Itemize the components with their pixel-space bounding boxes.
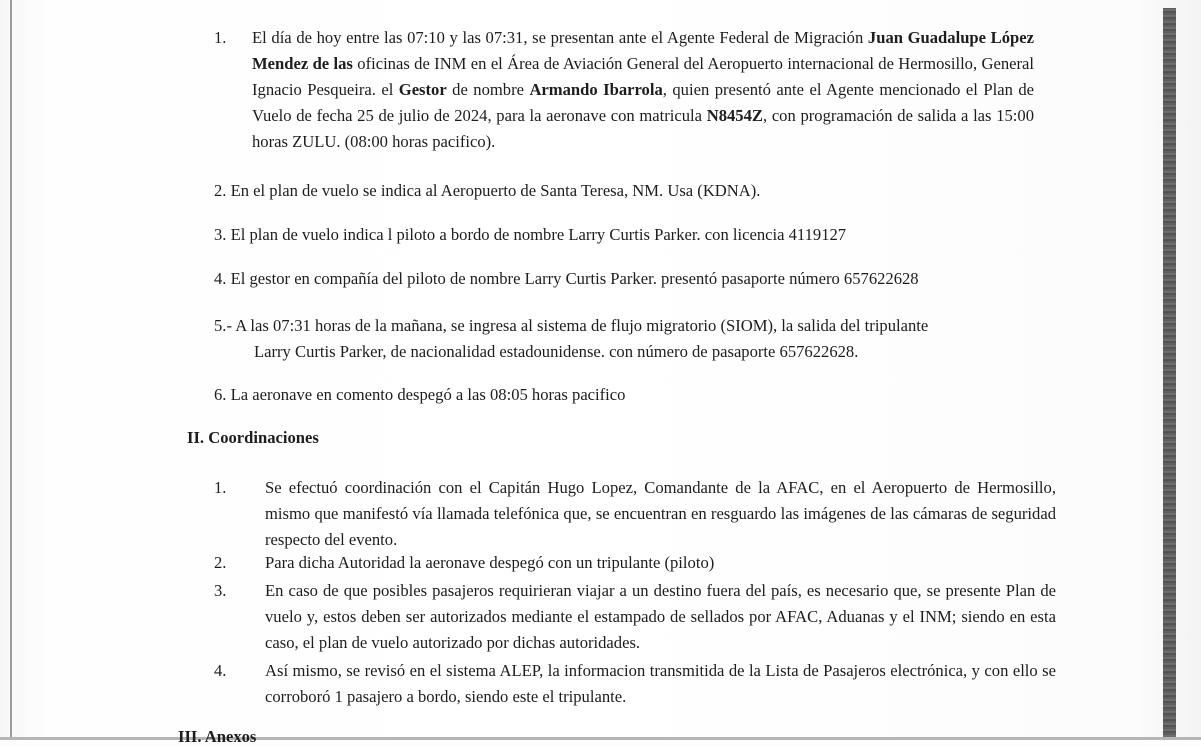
list-item-text: El día de hoy entre las 07:10 y las 07:31, se presentan ante el Agente Federal de Migración Juan Guadalupe López Mendez de las oficinas de INM en el Área de Aviación General del Aeropuerto internacional de Hermosillo, General Ignacio Pesqueira. el Gestor de nombre Armando Ibarrola, quien presentó ante el Agente mencionado el Plan de Vuelo de fecha 25 de julio de 2024, para la aeronave con matricula N8454Z, con programación de salida a las 15:00 horas ZULU. (08:00 horas pacifico). — [252, 28, 1034, 151]
gestor-name: Armando Ibarrola — [529, 80, 663, 99]
list-item-5-line-1: 5.- A las 07:31 horas de la mañana, se ingresa al sistema de flujo migratorio (SIOM), la salida del tripulante — [214, 316, 929, 335]
list-item-4: 4. El gestor en compañía del piloto de nombre Larry Curtis Parker. presentó pasaporte número 657622628 — [214, 269, 919, 288]
section-heading-anexos: III. Anexos — [178, 727, 257, 746]
list-item-5-line-2: Larry Curtis Parker, de nacionalidad estadounidense. con número de pasaporte 657622628. — [254, 342, 859, 361]
document-body: 1. El día de hoy entre las 07:10 y las 07:31, se presentan ante el Agente Federal de Migración Juan Guadalupe López Mendez de las oficinas de INM en el Área de Aviación General del Aeropuerto internacional de Hermosillo, General Ignacio Pesqueira. el Gestor de nombre Armando Ibarrola, quien presentó ante el Agente mencionado el Plan de Vuelo de fecha 25 de julio de 2024, para la aeronave con matricula N8454Z, con programación de salida a las 15:00 horas ZULU. (08:00 horas pacifico). 2. En el plan de vuelo se indica al Aeropuerto de Santa Teresa, NM. Usa (KDNA). 3. El plan de vuelo indica l piloto a bordo de nombre Larry Curtis Parker. con licencia 4119127 4. El gestor en compañía del piloto de nombre Larry Curtis Parker. presentó pasaporte número 657622628 5.- A las 07:31 horas de la mañana, se ingresa al sistema de flujo migratorio (SIOM), la salida del tripulante Larry Curtis Parker, de nacionalidad estadounidense. con número de pasaporte 657622628. 6. La aeronave en comento despegó a las 08:05 horas pacifico II. Coordinaciones 1. Se efectuó coordinación con el Capitán Hugo Lopez, Comandante de la AFAC, en el Aeropuerto de Hermosillo, mismo que manifestó vía llamada telefónica que, se encuentran en resguardo las imágenes de las cámaras de seguridad respecto del evento. 2. Para dicha Autoridad la aeronave despegó con un tripulante (piloto) 3. En caso de que posibles pasajeros requirieran viajar a un destino fuera del país, es necesario que, se presente Plan de vuelo y, estos deben ser autorizados mediante el estampado de sellados por AFAC, Aduanas y el INM; siendo en esta caso, el plan de vuelo autorizado por dichas autoridades. 4. Así mismo, se revisó en el sistema ALEP, la informacion transmitida de la Lista de Pasajeros electrónica, y con ello se corroboró 1 pasajero a bordo, siendo este el tripulante. III. Anexos — [0, 0, 1160, 740]
list-item-2: 2. En el plan de vuelo se indica al Aeropuerto de Santa Teresa, NM. Usa (KDNA). — [214, 181, 761, 200]
list-item-6: 6. La aeronave en comento despegó a las 08:05 horas pacifico — [214, 385, 626, 404]
agent-name: Juan Guadalupe López Mendez de las — [252, 28, 1034, 73]
list-item-number: 1. — [214, 28, 227, 47]
role-gestor: Gestor — [398, 80, 447, 99]
section-heading-coordinaciones: II. Coordinaciones — [187, 428, 319, 447]
aircraft-registration: N8454Z — [706, 106, 763, 125]
list-item-3: 3. El plan de vuelo indica l piloto a bordo de nombre Larry Curtis Parker. con licencia 4119127 — [214, 225, 847, 244]
binding-edge — [1163, 8, 1176, 740]
